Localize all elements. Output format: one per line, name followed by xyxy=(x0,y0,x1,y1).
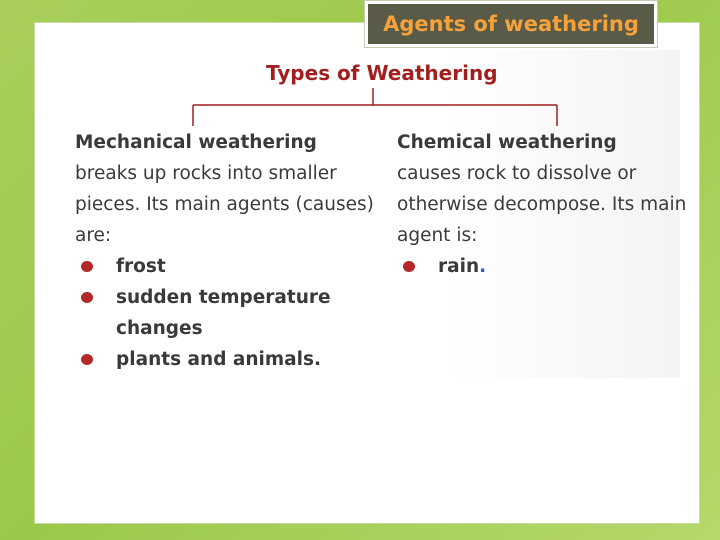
mechanical-title: Mechanical weathering xyxy=(75,132,317,153)
chemical-description: causes rock to dissolve or otherwise decompose. Its main agent is: xyxy=(397,163,687,246)
bullet-dot-icon xyxy=(81,354,93,365)
list-item xyxy=(75,344,375,375)
chemical-title: Chemical weathering xyxy=(397,132,617,153)
list-item xyxy=(75,282,375,344)
list-item xyxy=(397,251,687,282)
slide-title-banner xyxy=(368,4,654,44)
agent-label: sudden temperature changes xyxy=(116,287,331,339)
agent-label: plants and animals. xyxy=(116,349,322,370)
agent-suffix: . xyxy=(479,256,487,277)
mechanical-column xyxy=(75,127,375,375)
mechanical-agent-list xyxy=(75,251,375,375)
weathering-figure xyxy=(60,50,687,378)
bullet-dot-icon xyxy=(403,261,415,272)
bullet-dot-icon xyxy=(81,292,93,303)
slide-title-box xyxy=(364,0,658,48)
slide-title: Agents of weathering xyxy=(383,12,639,36)
list-item xyxy=(75,251,375,282)
connector-bracket xyxy=(60,50,680,130)
chemical-column xyxy=(397,127,687,282)
mechanical-description: breaks up rocks into smaller pieces. Its main agents (causes) are: xyxy=(75,163,374,246)
bullet-dot-icon xyxy=(81,261,93,272)
chemical-agent-list xyxy=(397,251,687,282)
agent-label: frost xyxy=(116,256,166,277)
figure-heading: Types of Weathering xyxy=(266,61,498,85)
agent-label: rain xyxy=(438,256,480,277)
